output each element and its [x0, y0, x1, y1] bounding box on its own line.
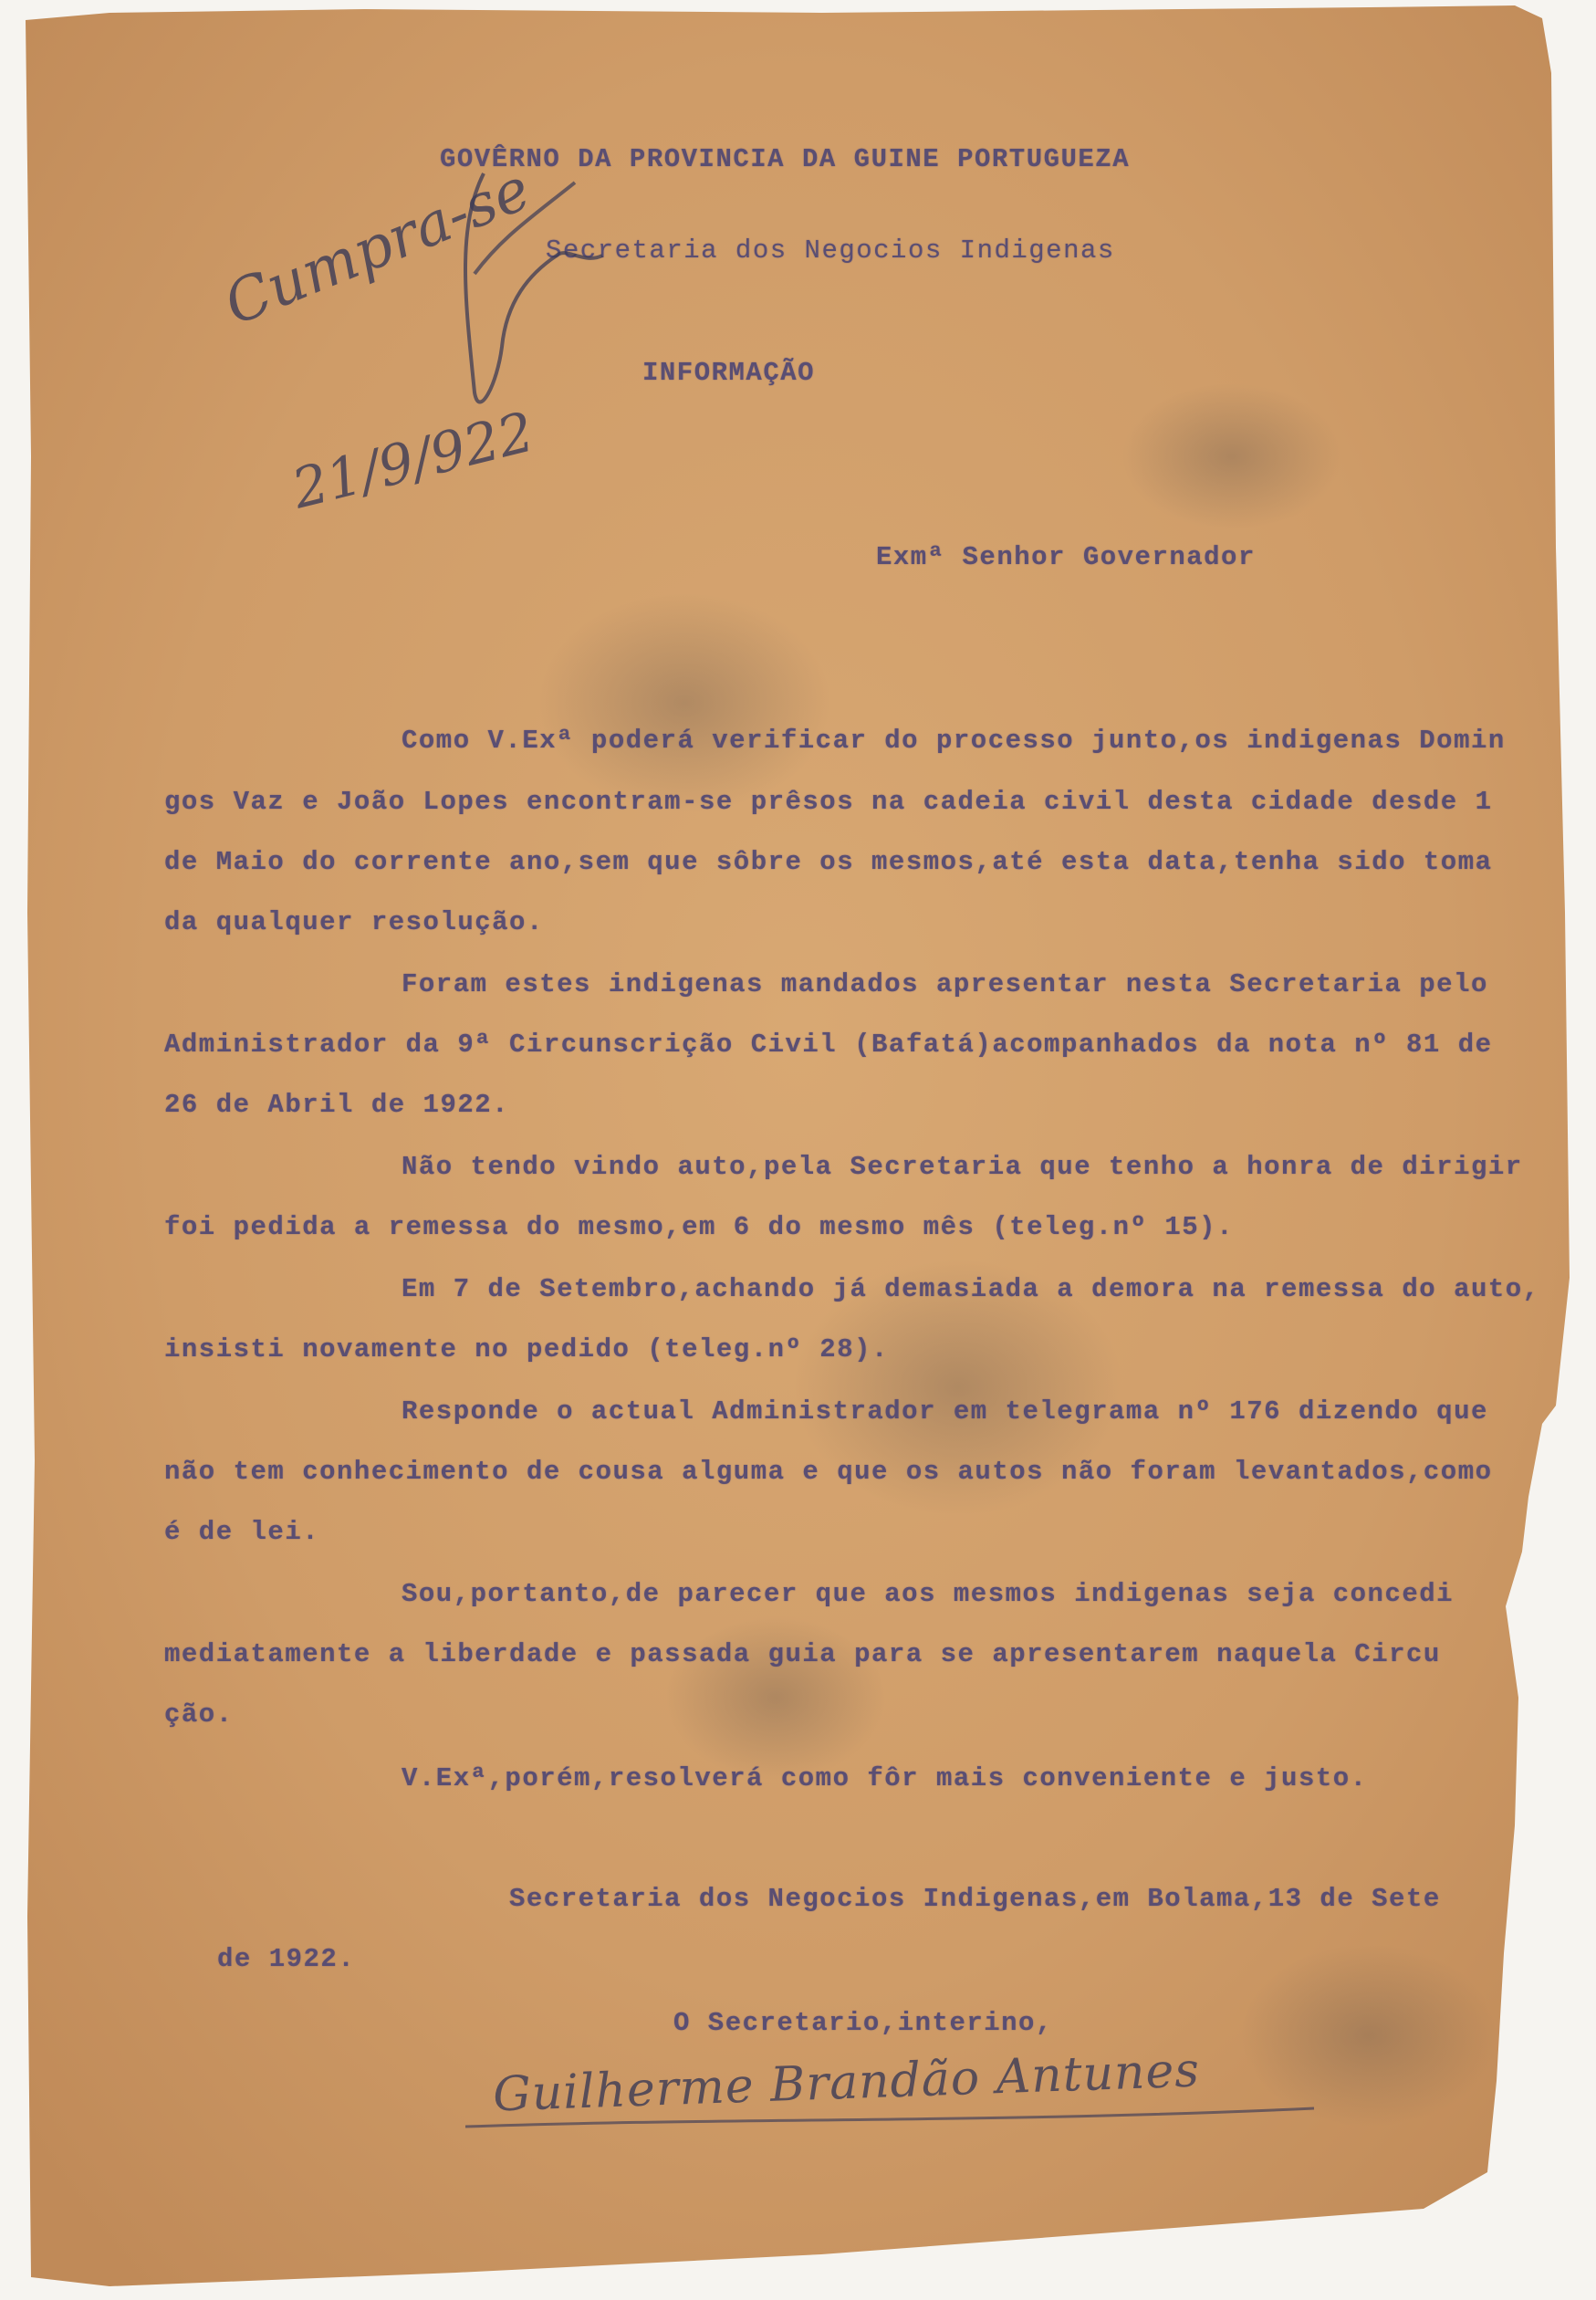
closing-year: de 1922. — [217, 1944, 356, 1974]
body-line-15: Sou,portanto,de parecer que aos mesmos indigenas seja concedi — [402, 1579, 1455, 1609]
body-line-5: Foram estes indigenas mandados apresentar nesta Secretaria pelo — [402, 969, 1488, 999]
body-line-18: V.Exª,porém,resolverá como fôr mais conveniente e justo. — [402, 1763, 1368, 1793]
salutation: Exmª Senhor Governador — [876, 542, 1256, 572]
body-line-3: de Maio do corrente ano,sem que sôbre os mesmos,até esta data,tenha sido toma — [164, 847, 1493, 877]
body-line-8: Não tendo vindo auto,pela Secretaria que tenho a honra de dirigir — [402, 1152, 1523, 1182]
margin-note-date: 21/9/922 — [286, 400, 540, 522]
body-line-14: é de lei. — [164, 1517, 320, 1547]
body-line-7: 26 de Abril de 1922. — [164, 1090, 510, 1120]
body-line-6: Administrador da 9ª Circunscrição Civil (Bafatá)acompanhados da nota nº 81 de — [164, 1030, 1493, 1060]
signature: Guilherme Brandão Antunes — [492, 2043, 1201, 2123]
body-line-10: Em 7 de Setembro,achando já demasiada a demora na remessa do auto, — [402, 1274, 1540, 1304]
department-header: Secretaria dos Negocios Indigenas — [546, 235, 1115, 266]
body-line-4: da qualquer resolução. — [164, 907, 544, 937]
government-header: GOVÊRNO DA PROVINCIA DA GUINE PORTUGUEZA — [440, 144, 1131, 174]
signatory-title: O Secretario,interino, — [673, 2008, 1053, 2038]
signature-underline — [456, 2081, 1332, 2136]
body-line-16: mediatamente a liberdade e passada guia para se apresentarem naquela Circu — [164, 1639, 1441, 1669]
body-line-2: gos Vaz e João Lopes encontram-se prêsos na cadeia civil desta cidade desde 1 — [164, 787, 1493, 817]
body-line-12: Responde o actual Administrador em telegrama nº 176 dizendo que — [402, 1396, 1488, 1427]
body-line-17: ção. — [164, 1699, 234, 1730]
margin-note-flourish — [447, 164, 611, 438]
body-line-1: Como V.Exª poderá verificar do processo junto,os indigenas Domin — [402, 726, 1506, 756]
document-title: INFORMAÇÃO — [642, 358, 816, 388]
body-line-9: foi pedida a remessa do mesmo,em 6 do mesmo mês (teleg.nº 15). — [164, 1212, 1234, 1242]
body-line-11: insisti novamente no pedido (teleg.nº 28). — [164, 1334, 889, 1364]
closing-place-date: Secretaria dos Negocios Indigenas,em Bolama,13 de Sete — [509, 1884, 1441, 1914]
margin-note-text: Cumpra-se — [215, 155, 540, 340]
body-line-13: não tem conhecimento de cousa alguma e que os autos não foram levantados,como — [164, 1457, 1493, 1487]
